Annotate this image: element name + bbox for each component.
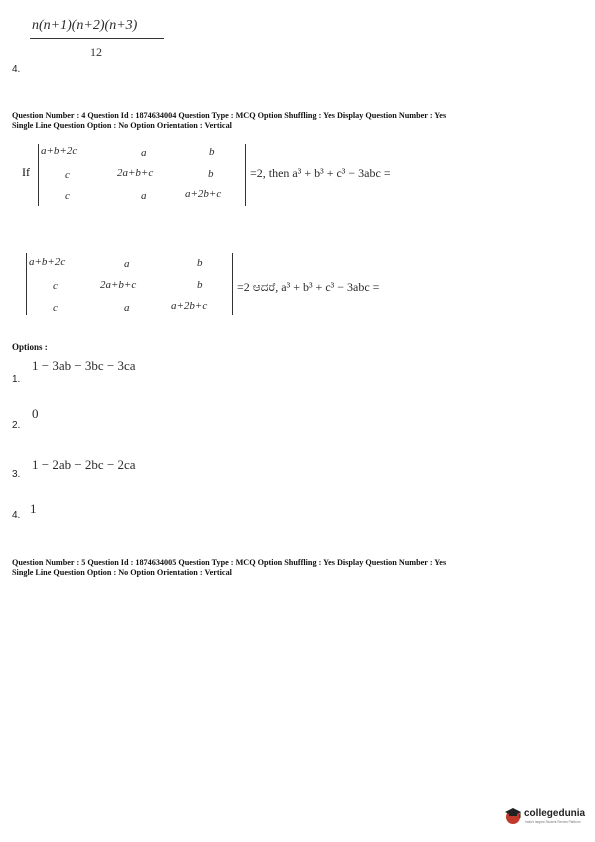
if-label: If [22,165,30,179]
fraction-numerator: n(n+1)(n+2)(n+3) [32,18,138,33]
q4-header-line1: Question Number : 4 Question Id : 1874634004 Question Type : MCQ Option Shuffling : Yes Display Question Number : Yes [12,111,447,120]
det-right-bar [245,144,246,206]
det-cell: a [141,147,147,159]
det-cell: a [141,190,147,202]
det-cell: 2a+b+c [117,167,154,179]
det-left-bar [38,144,39,206]
q4-rhs-kannada: =2 ಆದರೆ, a³ + b³ + c³ − 3abc = [237,280,380,294]
option-number: 3. [12,469,21,480]
option-number: 2. [12,420,21,431]
option-3-text: 1 − 2ab − 2bc − 2ca [32,457,136,472]
q4-header-line2: Single Line Question Option : No Option Orientation : Vertical [12,121,232,130]
q5-header-line1: Question Number : 5 Question Id : 1874634005 Question Type : MCQ Option Shuffling : Yes Display Question Number : Yes [12,558,447,567]
det-cell: c [53,280,58,292]
option-number: 1. [12,374,21,385]
det-cell: b [197,257,203,269]
logo-brand: collegedunia [524,808,586,819]
det-cell: a+b+2c [29,256,66,268]
det-cell: a+2b+c [185,188,222,200]
option-2-text: 0 [32,406,39,421]
det-cell: b [197,279,203,291]
det-cell: 2a+b+c [100,279,137,291]
det-cell: a [124,302,130,314]
fraction-denominator: 12 [90,45,102,59]
det-cell: a [124,258,130,270]
det-left-bar [26,253,27,315]
collegedunia-logo [503,806,591,828]
det-cell: a+2b+c [171,300,208,312]
option-number: 4. [12,510,21,521]
option-1-text: 1 − 3ab − 3bc − 3ca [32,358,136,373]
q5-header-line2: Single Line Question Option : No Option Orientation : Vertical [12,568,232,577]
det-cell: b [209,146,215,158]
prev-option-number: 4. [12,64,21,75]
options-label: Options : [12,342,48,352]
fraction-bar [30,38,164,39]
det-cell: b [208,168,214,180]
det-cell: c [53,302,58,314]
det-cell: a+b+2c [41,145,78,157]
logo-tagline: India's largest Student Review Platform [525,820,581,824]
det-right-bar [232,253,233,315]
q4-rhs-english: =2, then a³ + b³ + c³ − 3abc = [250,166,391,180]
det-cell: c [65,190,70,202]
graduation-cap-icon [503,806,523,826]
option-4-text: 1 [30,501,37,516]
det-cell: c [65,169,70,181]
